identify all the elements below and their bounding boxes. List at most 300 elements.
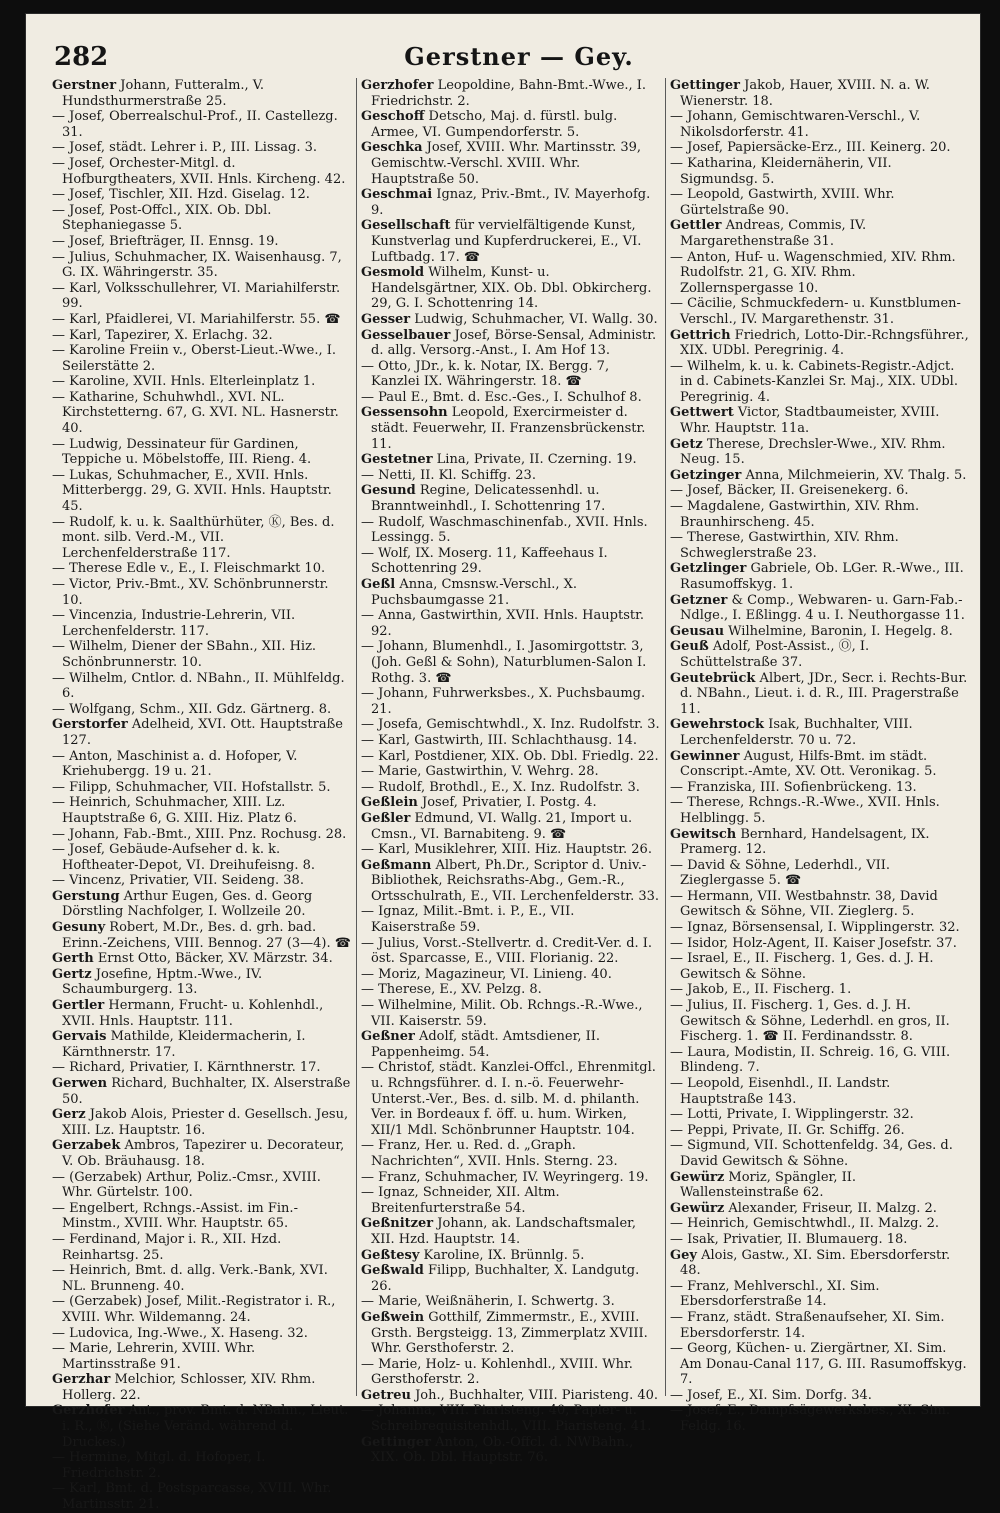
- entry-text: Anna, Milchmeierin, XV. Thalg. 5.: [741, 467, 967, 483]
- entry-text: Ludwig, Schuhmacher, VI. Wallg. 30.: [410, 311, 658, 327]
- directory-entry: [670, 405, 969, 436]
- directory-entry: [52, 1107, 351, 1138]
- entry-text: — Otto, JDr., k. k. Notar, IX. Bergg. 7, Kanzlei IX. Währingerstr. 18. ☎: [361, 358, 610, 390]
- entry-text: — Katharina, Kleidernäherin, VII. Sigmundsg. 5.: [670, 155, 892, 187]
- entry-text: Filipp, Buchhalter, X. Landgutg. 26.: [371, 1263, 640, 1294]
- entry-text: — Josef, Tischler, XII. Hzd. Giselag. 12.: [52, 187, 310, 203]
- entry-surname: Gerstung: [52, 888, 120, 904]
- directory-entry: [361, 795, 660, 811]
- directory-entry: [361, 452, 660, 468]
- directory-entry: [670, 639, 969, 670]
- entry-text: — Therese, Gastwirthin, XIV. Rhm. Schweglerstraße 23.: [670, 530, 899, 561]
- entry-text: — Josef, E., Dampfsägewerksbes., XI. Sim. Feldg. 16.: [670, 1403, 950, 1435]
- entry-text: — Laura, Modistin, II. Schreig. 16, G. VIII. Blindeng. 7.: [670, 1044, 951, 1076]
- directory-entry: [361, 1294, 660, 1310]
- directory-entry: [361, 405, 660, 452]
- directory-entry: [361, 1185, 660, 1216]
- directory-entry: [361, 967, 660, 983]
- entry-surname: Gessensohn: [361, 405, 448, 421]
- entry-text: — Wilhelm, k. u. k. Cabinets-Registr.-Adjct. in d. Cabinets-Kanzlei Sr. Maj., XIX. UDbl. Peregrinig. 4.: [670, 358, 958, 405]
- directory-entry: [361, 140, 660, 187]
- entry-text: — Franziska, III. Sofienbrückeng. 13.: [670, 779, 917, 795]
- directory-entry: [361, 312, 660, 328]
- directory-entry: [361, 1263, 660, 1294]
- directory-entry: [670, 795, 969, 826]
- directory-entry: [52, 1481, 351, 1512]
- entry-surname: Gesellschaft: [361, 218, 451, 234]
- directory-entry: [52, 203, 351, 234]
- entry-surname: Gesmold: [361, 265, 425, 281]
- entry-text: Leopold, Exercirmeister d. städt. Feuerwehr, II. Franzensbrückenstr. 11.: [371, 405, 646, 452]
- entry-text: — Hermann, VII. Westbahnstr. 38, David Gewitsch & Söhne, VII. Zieglerg. 5.: [670, 888, 938, 920]
- entry-text: — Johann, Gemischtwaren-Verschl., V. Nikolsdorferstr. 41.: [670, 109, 921, 140]
- directory-entry: [670, 468, 969, 484]
- directory-entry: [670, 1107, 969, 1123]
- entry-surname: Gerz: [52, 1107, 86, 1123]
- directory-entry: [52, 889, 351, 920]
- entry-text: Josef, Börse-Sensal, Administr. d. allg. Versorg.-Anst., I. Am Hof 13.: [371, 327, 657, 359]
- entry-text: — Josef, E., XI. Sim. Dorfg. 34.: [670, 1387, 872, 1403]
- directory-entry: [670, 717, 969, 748]
- entry-text: Robert, M.Dr., Bes. d. grh. bad. Erinn.-Zeichens, VIII. Bennog. 27 (3—4). ☎: [62, 920, 351, 951]
- entry-text: — Lotti, Private, I. Wipplingerstr. 32.: [670, 1107, 914, 1123]
- entry-surname: Geßlein: [361, 795, 418, 811]
- entry-text: Alois, Gastw., XI. Sim. Ebersdorferstr. 48.: [680, 1247, 951, 1279]
- entry-surname: Gettrich: [670, 327, 731, 343]
- entry-text: Ant., prov. Bmt. d. NBahn., Lieut. i. R., Ⓚ, (Siehe Veränd. während d. Druckes.): [62, 1403, 349, 1450]
- entry-surname: Gewitsch: [670, 826, 737, 842]
- entry-text: Adolf, Post-Assist., Ⓞ, I. Schüttelstraße 37.: [680, 639, 870, 670]
- entry-text: — Sigmund, VII. Schottenfeldg. 34, Ges. d. David Gewitsch & Söhne.: [670, 1138, 953, 1169]
- directory-entry: [52, 468, 351, 515]
- directory-entry: [52, 250, 351, 281]
- directory-entry: [670, 671, 969, 718]
- directory-entry: [361, 998, 660, 1029]
- directory-entry: [670, 156, 969, 187]
- entry-text: — Ignaz, Milit.-Bmt. i. P., E., VII. Kaiserstraße 59.: [361, 904, 575, 936]
- entry-text: — Karl, Bmt. d. Postsparcasse, XVIII. Whr. Martinsstr. 21.: [52, 1481, 332, 1513]
- directory-entry: [670, 499, 969, 530]
- entry-surname: Geßwald: [361, 1263, 424, 1279]
- directory-entry: [52, 1294, 351, 1325]
- entry-surname: Geutebrück: [670, 670, 756, 686]
- entry-text: — Wolf, IX. Moserg. 11, Kaffeehaus I. Schottenring 29.: [361, 545, 608, 577]
- directory-entry: [361, 109, 660, 140]
- directory-entry: [361, 936, 660, 967]
- entry-text: Adolf, städt. Amtsdiener, II. Pappenheimg. 54.: [371, 1029, 601, 1060]
- entry-text: Johann, ak. Landschaftsmaler, XII. Hzd. Hauptstr. 14.: [371, 1216, 637, 1247]
- entry-text: Andreas, Commis, IV. Margarethenstraße 31.: [680, 218, 867, 249]
- directory-entry: [361, 1435, 660, 1466]
- entry-text: — Leopold, Eisenhdl., II. Landstr. Hauptstraße 143.: [670, 1076, 891, 1107]
- directory-entry: [670, 1310, 969, 1341]
- entry-text: — Karoline, XVII. Hnls. Elterleinplatz 1.: [52, 374, 316, 390]
- entry-text: — Josef, städt. Lehrer i. P., III. Lissag. 3.: [52, 140, 318, 156]
- entry-text: — Katharine, Schuhwhdl., XVI. NL. Kirchstetterng. 67, G. XVI. NL. Hasnerstr. 40.: [52, 389, 339, 437]
- entry-text: — Magdalene, Gastwirthin, XIV. Rhm. Braunhirscheng. 45.: [670, 499, 920, 530]
- entry-text: — Heinrich, Schuhmacher, XIII. Lz. Hauptstraße 6, G. XIII. Hiz. Platz 6.: [52, 795, 297, 826]
- entry-text: — Isak, Privatier, II. Blumauerg. 18.: [670, 1231, 908, 1247]
- entry-text: — Karl, Pfaidlerei, VI. Mariahilferstr. 55. ☎: [52, 311, 341, 327]
- directory-entry: [361, 639, 660, 686]
- directory-entry: [361, 1388, 660, 1404]
- directory-entry: [361, 858, 660, 905]
- directory-entry: [361, 904, 660, 935]
- directory-entry: [52, 1060, 351, 1076]
- directory-entry: [670, 780, 969, 796]
- directory-entry: [52, 140, 351, 156]
- entry-text: — Franz, Her. u. Red. d. „Graph. Nachrichten“, XVII. Hnls. Sterng. 23.: [361, 1138, 618, 1169]
- directory-entry: [670, 1216, 969, 1232]
- entry-text: — Wilhelm, Diener der SBahn., XII. Hiz. Schönbrunnerstr. 10.: [52, 639, 317, 670]
- entry-text: — Johanna, VIII. Piaristeng. 40, Papier- u. Schreibrequisitenhdl., VIII. Piaristeng. 41.: [361, 1403, 652, 1435]
- entry-text: Moriz, Spängler, II. Wallensteinstraße 62.: [680, 1169, 856, 1201]
- directory-entry: [52, 967, 351, 998]
- entry-text: Albert, JDr., Secr. i. Rechts-Bur. d. NBahn., Lieut. i. d. R., III. Pragerstraße 11.: [680, 670, 968, 717]
- entry-surname: Gewehrstock: [670, 717, 765, 733]
- entry-text: Detscho, Maj. d. fürstl. bulg. Armee, VI. Gumpendorferstr. 5.: [371, 109, 618, 140]
- entry-text: — Georg, Küchen- u. Ziergärtner, XI. Sim. Am Donau-Canal 117, G. III. Rasumoffskyg. 7.: [670, 1341, 967, 1388]
- entry-text: — Karl, Tapezirer, X. Erlachg. 32.: [52, 327, 273, 343]
- directory-entry: [670, 530, 969, 561]
- entry-surname: Gettwert: [670, 405, 734, 421]
- directory-entry: [670, 624, 969, 640]
- entry-text: — Franz, Mehlverschl., XI. Sim. Ebersdorferstraße 14.: [670, 1278, 880, 1310]
- entry-surname: Gerwen: [52, 1076, 108, 1091]
- entry-surname: Gey: [670, 1247, 697, 1263]
- entry-text: Ignaz, Priv.-Bmt., IV. Mayerhofg. 9.: [371, 187, 651, 218]
- directory-entry: [52, 1326, 351, 1342]
- directory-entry: [52, 1170, 351, 1201]
- entry-text: — Therese, Rchngs.-R.-Wwe., XVII. Hnls. Helblingg. 5.: [670, 795, 940, 826]
- directory-entry: [361, 483, 660, 514]
- directory-entry: [670, 920, 969, 936]
- entry-text: — Anton, Huf- u. Wagenschmied, XIV. Rhm. Rudolfstr. 21, G. XIV. Rhm. Zollernspergasse 10.: [670, 249, 956, 296]
- entry-text: Edmund, VI. Wallg. 21, Import u. Cmsn., VI. Barnabiteng. 9. ☎: [371, 810, 633, 842]
- entry-text: Josef, Privatier, I. Postg. 4.: [417, 795, 597, 811]
- entry-surname: Gervais: [52, 1029, 107, 1045]
- directory-entry: [52, 1372, 351, 1403]
- entry-text: & Comp., Webwaren- u. Garn-Fab.-Ndlge., I. Eßlingg. 4 u. I. Neuthorgasse 11.: [680, 592, 965, 624]
- column-2: [356, 78, 665, 1466]
- directory-entry: [52, 1029, 351, 1060]
- directory-entry: [670, 140, 969, 156]
- entry-surname: Gewürz: [670, 1169, 725, 1185]
- entry-surname: Geßler: [361, 810, 411, 826]
- entry-text: Karoline, IX. Brünnlg. 5.: [419, 1247, 585, 1263]
- entry-text: — Ferdinand, Major i. R., XII. Hzd. Reinhartsg. 25.: [52, 1231, 282, 1263]
- directory-entry: [361, 764, 660, 780]
- column-3: [665, 78, 974, 1435]
- entry-text: — Franz, Schuhmacher, IV. Weyringerg. 19.: [361, 1169, 649, 1185]
- directory-entry: [670, 109, 969, 140]
- directory-entry: [361, 1357, 660, 1388]
- entry-text: Wilhelmine, Baronin, I. Hegelg. 8.: [724, 623, 953, 639]
- entry-text: — (Gerzabek) Arthur, Poliz.-Cmsr., XVIII. Whr. Gürtelstr. 100.: [52, 1169, 321, 1201]
- entry-surname: Gerzhofer: [361, 78, 434, 93]
- directory-entry: [52, 1076, 351, 1107]
- entry-text: — Isidor, Holz-Agent, II. Kaiser Josefstr. 37.: [670, 935, 957, 951]
- entry-text: — Wilhelmine, Milit. Ob. Rchngs.-R.-Wwe., VII. Kaiserstr. 59.: [361, 998, 643, 1029]
- directory-entry: [52, 561, 351, 577]
- directory-entry: [361, 546, 660, 577]
- entry-text: Gotthilf, Zimmermstr., E., XVIII. Grsth. Bergsteigg. 13, Zimmerplatz XVIII. Whr. Gersthoferstr. 2.: [371, 1309, 648, 1357]
- entry-surname: Gerstorfer: [52, 717, 128, 733]
- entry-text: — Josef, Papiersäcke-Erz., III. Keinerg. 20.: [670, 140, 951, 156]
- entry-text: — Marie, Lehrerin, XVIII. Whr. Martinsstraße 91.: [52, 1341, 256, 1372]
- directory-entry: [670, 1123, 969, 1139]
- entry-text: — Rudolf, Waschmaschinenfab., XVII. Hnls. Lessingg. 5.: [361, 514, 648, 546]
- entry-text: Therese, Drechsler-Wwe., XIV. Rhm. Neug. 15.: [680, 436, 946, 468]
- entry-text: — Vincenz, Privatier, VII. Seideng. 38.: [52, 873, 304, 889]
- page-header: [54, 42, 984, 76]
- directory-entry: [670, 749, 969, 780]
- entry-text: — Jakob, E., II. Fischerg. 1.: [670, 982, 852, 998]
- entry-text: — Paul E., Bmt. d. Esc.-Ges., I. Schulhof 8.: [361, 389, 642, 405]
- entry-text: — Rudolf, k. u. k. Saalthürhüter, Ⓚ, Bes. d. mont. silb. Verd.-M., VII. Lerchenfelderstraße 117.: [52, 514, 335, 561]
- directory-entry: [670, 1403, 969, 1434]
- entry-text: — Wolfgang, Schm., XII. Gdz. Gärtnerg. 8.: [52, 701, 332, 717]
- directory-entry: [670, 593, 969, 624]
- directory-entry: [52, 1403, 351, 1450]
- directory-entry: [52, 328, 351, 344]
- entry-text: August, Hilfs-Bmt. im städt. Conscript.-Amte, XV. Ott. Veronikag. 5.: [680, 748, 937, 780]
- directory-entry: [52, 390, 351, 437]
- entry-surname: Geschmai: [361, 187, 433, 203]
- directory-entry: [52, 639, 351, 670]
- entry-surname: Geßner: [361, 1029, 415, 1045]
- entry-text: — Marie, Gastwirthin, V. Wehrg. 28.: [361, 764, 599, 780]
- directory-entry: [361, 468, 660, 484]
- directory-entry: [361, 577, 660, 608]
- directory-entry: [361, 187, 660, 218]
- directory-entry: [52, 187, 351, 203]
- directory-entry: [361, 515, 660, 546]
- entry-text: — Engelbert, Rchngs.-Assist. im Fin.-Minstm., XVIII. Whr. Hauptstr. 65.: [52, 1200, 298, 1232]
- entry-text: Bernhard, Handelsagent, IX. Pramerg. 12.: [680, 826, 930, 858]
- entry-text: — Josefa, Gemischtwhdl., X. Inz. Rudolfstr. 3.: [361, 717, 660, 733]
- entry-surname: Getzinger: [670, 467, 742, 483]
- directory-entry: [52, 608, 351, 639]
- directory-entry: [670, 359, 969, 406]
- directory-entry: [361, 1170, 660, 1186]
- entry-text: — Josef, Gebäude-Aufseher d. k. k. Hoftheater-Depot, VI. Dreihufeisng. 8.: [52, 842, 316, 873]
- directory-entry: [670, 1170, 969, 1201]
- directory-entry: [361, 1138, 660, 1169]
- entry-surname: Gesselbauer: [361, 327, 451, 343]
- entry-surname: Gerzhofer: [52, 1403, 125, 1419]
- entry-text: — David & Söhne, Lederhdl., VII. Zieglergasse 5. ☎: [670, 857, 890, 889]
- directory-entry: [670, 1388, 969, 1404]
- directory-entry: [52, 343, 351, 374]
- page-number: 282: [54, 42, 109, 72]
- directory-entry: [52, 920, 351, 951]
- column-1: [48, 78, 356, 1513]
- directory-entry: [52, 1263, 351, 1294]
- directory-entry: [52, 281, 351, 312]
- directory-entry: [52, 827, 351, 843]
- entry-text: — Anna, Gastwirthin, XVII. Hnls. Hauptstr. 92.: [361, 608, 645, 639]
- entry-text: Ernst Otto, Bäcker, XV. Märzstr. 34.: [93, 951, 333, 967]
- entry-surname: Gewinner: [670, 748, 740, 764]
- entry-text: — Israel, E., II. Fischerg. 1, Ges. d. J. H. Gewitsch & Söhne.: [670, 951, 934, 982]
- entry-text: — Karl, Gastwirth, III. Schlachthausg. 14.: [361, 732, 638, 748]
- entry-text: — Ignaz, Börsensensal, I. Wipplingerstr. 32.: [670, 920, 960, 936]
- entry-text: — Franz, städt. Straßenaufseher, XI. Sim. Ebersdorferstr. 14.: [670, 1309, 945, 1341]
- directory-entry: [361, 749, 660, 765]
- entry-text: — Wilhelm, Cntlor. d. NBahn., II. Mühlfeldg. 6.: [52, 670, 345, 702]
- directory-entry: [670, 1248, 969, 1279]
- directory-entry: [670, 1232, 969, 1248]
- entry-text: — (Gerzabek) Josef, Milit.-Registrator i. R., XVIII. Whr. Wildemanng. 24.: [52, 1294, 336, 1325]
- entry-text: — Anton, Maschinist a. d. Hofoper, V. Kriehubergg. 19 u. 21.: [52, 748, 298, 780]
- entry-text: Isak, Buchhalter, VIII. Lerchenfelderstr. 70 u. 72.: [680, 717, 913, 748]
- directory-entry: [670, 998, 969, 1045]
- entry-text: — Leopold, Gastwirth, XVIII. Whr. Gürtelstraße 90.: [670, 187, 895, 218]
- entry-surname: Gesund: [361, 483, 416, 499]
- directory-entry: [52, 109, 351, 140]
- entry-text: Wilhelm, Kunst- u. Handelsgärtner, XIX. Ob. Dbl. Obkircherg. 29, G. I. Schottenring 14.: [371, 265, 652, 312]
- entry-text: — Vincenzia, Industrie-Lehrerin, VII. Lerchenfelderstr. 117.: [52, 608, 296, 639]
- entry-text: — Ludovica, Ing.-Wwe., X. Haseng. 32.: [52, 1325, 308, 1341]
- directory-entry: [52, 374, 351, 390]
- directory-entry: [670, 1341, 969, 1388]
- entry-text: — Karl, Postdiener, XIX. Ob. Dbl. Friedlg. 22.: [361, 748, 659, 764]
- directory-entry: [52, 702, 351, 718]
- directory-entry: [670, 982, 969, 998]
- directory-entry: [52, 1341, 351, 1372]
- directory-entry: [52, 437, 351, 468]
- directory-entry: [361, 608, 660, 639]
- entry-surname: Geßmann: [361, 857, 432, 873]
- entry-text: — Richard, Privatier, I. Kärnthnerstr. 17.: [52, 1060, 321, 1076]
- directory-entry: [670, 296, 969, 327]
- entry-text: Arthur Eugen, Ges. d. Georg Dörstling Nachfolger, I. Wollzeile 20.: [62, 888, 313, 920]
- directory-entry: [52, 234, 351, 250]
- entry-text: — Johann, Blumenhdl., I. Jasomirgottstr. 3, (Joh. Geßl & Sohn), Naturblumen-Salon I. Rothg. 3. ☎: [361, 639, 647, 686]
- entry-text: — Moriz, Magazineur, VI. Linieng. 40.: [361, 966, 612, 982]
- entry-surname: Gesuny: [52, 920, 106, 936]
- directory-entry: [670, 889, 969, 920]
- entry-text: — Josef, Oberrealschul-Prof., II. Castellezg. 31.: [52, 109, 338, 140]
- directory-entry: [52, 873, 351, 889]
- entry-surname: Geschka: [361, 140, 423, 156]
- entry-surname: Getzlinger: [670, 561, 747, 577]
- directory-entry: [52, 577, 351, 608]
- entry-text: — Johann, Fuhrwerksbes., X. Puchsbaumg. 21.: [361, 686, 646, 717]
- directory-entry: [52, 1201, 351, 1232]
- entry-surname: Gertz: [52, 966, 92, 982]
- directory-entry: [361, 390, 660, 406]
- entry-text: Lina, Private, II. Czerning. 19.: [432, 452, 637, 468]
- entry-surname: Getzner: [670, 592, 728, 608]
- entry-surname: Gertler: [52, 998, 105, 1014]
- directory-entry: [52, 795, 351, 826]
- entry-text: — Josef, Briefträger, II. Ennsg. 19.: [52, 233, 279, 249]
- directory-entry: [670, 1138, 969, 1169]
- entry-surname: Geßl: [361, 577, 396, 592]
- entry-text: Albert, Ph.Dr., Scriptor d. Univ.-Bibliothek, Reichsraths-Abg., Gem.-R., Ortsschulrath, E., VII. Lerchenfelderstr. 33.: [371, 857, 660, 904]
- entry-text: Alexander, Friseur, II. Malzg. 2.: [724, 1200, 937, 1216]
- directory-entry: [670, 1076, 969, 1107]
- directory-entry: [361, 733, 660, 749]
- directory-entry: [52, 156, 351, 187]
- entry-text: Josefine, Hptm.-Wwe., IV. Schaumburgerg. 13.: [62, 966, 263, 998]
- entry-surname: Geßnitzer: [361, 1216, 434, 1232]
- directory-entry: [52, 780, 351, 796]
- directory-entry: [52, 1138, 351, 1169]
- directory-page: [26, 14, 980, 1513]
- directory-entry: [670, 437, 969, 468]
- directory-entry: [361, 265, 660, 312]
- directory-entry: [361, 1248, 660, 1264]
- directory-entry: [361, 982, 660, 998]
- directory-entry: [361, 328, 660, 359]
- entry-text: — Heinrich, Gemischtwhdl., II. Malzg. 2.: [670, 1216, 940, 1232]
- entry-text: — Cäcilie, Schmuckfedern- u. Kunstblumen-Verschl., IV. Margarethenstr. 31.: [670, 296, 961, 327]
- page-title: Gerstner — Gey.: [404, 42, 634, 71]
- entry-text: Friedrich, Lotto-Dir.-Rchngsführer., XIX. UDbl. Peregrinig. 4.: [680, 327, 969, 359]
- directory-entry: [361, 1060, 660, 1138]
- entry-text: — Josef, Orchester-Mitgl. d. Hofburgtheaters, XVII. Hnls. Kircheng. 42.: [52, 155, 346, 187]
- entry-text: — Josef, Bäcker, II. Greisenekerg. 6.: [670, 483, 909, 499]
- directory-entry: [670, 78, 969, 109]
- entry-surname: Geßtesy: [361, 1247, 420, 1263]
- directory-entry: [52, 1232, 351, 1263]
- directory-entry: [670, 218, 969, 249]
- entry-text: — Heinrich, Bmt. d. allg. Verk.-Bank, XVI. NL. Brunneng. 40.: [52, 1263, 328, 1294]
- entry-text: — Hermine, Mitgl. d. Hofoper, I. Friedrichstr. 2.: [52, 1450, 266, 1481]
- directory-entry: [670, 483, 969, 499]
- entry-surname: Getreu: [361, 1387, 411, 1403]
- entry-text: — Josef, Post-Offcl., XIX. Ob. Dbl. Stephaniegasse 5.: [52, 202, 272, 234]
- directory-entry: [361, 218, 660, 265]
- entry-surname: Gerth: [52, 951, 94, 967]
- entry-text: Josef, XVIII. Whr. Martinsstr. 39, Gemischtw.-Verschl. XVIII. Whr. Hauptstraße 50.: [371, 140, 642, 187]
- directory-entry: [361, 686, 660, 717]
- directory-entry: [670, 1279, 969, 1310]
- directory-entry: [52, 842, 351, 873]
- entry-text: Richard, Buchhalter, IX. Alserstraße 50.: [62, 1076, 351, 1107]
- directory-entry: [670, 858, 969, 889]
- directory-entry: [361, 359, 660, 390]
- entry-surname: Gewürz: [670, 1200, 725, 1216]
- entry-text: Adelheid, XVI. Ott. Hauptstraße 127.: [62, 717, 343, 748]
- directory-entry: [52, 312, 351, 328]
- entry-text: Regine, Delicatessenhdl. u. Branntweinhdl., I. Schottenring 17.: [371, 483, 606, 515]
- directory-entry: [670, 328, 969, 359]
- entry-text: — Karl, Volksschullehrer, VI. Mariahilferstr. 99.: [52, 280, 341, 312]
- entry-surname: Gesser: [361, 311, 411, 327]
- entry-text: Anna, Cmsnsw.-Verschl., X. Puchsbaumgasse 21.: [371, 577, 578, 608]
- entry-text: Johann, Futteralm., V. Hundsthurmerstraße 25.: [62, 78, 265, 109]
- entry-text: für vervielfältigende Kunst, Kunstverlag und Kupferdruckerei, E., VI. Luftbadg. 17. ☎: [371, 218, 642, 265]
- entry-text: — Marie, Holz- u. Kohlenhdl., XVIII. Whr. Gersthoferstr. 2.: [361, 1356, 633, 1388]
- entry-surname: Gerzhar: [52, 1372, 111, 1388]
- directory-entry: [361, 1403, 660, 1434]
- directory-entry: [52, 717, 351, 748]
- entry-text: — Lukas, Schuhmacher, E., XVII. Hnls. Mitterbergg. 29, G. XVII. Hnls. Hauptstr. 45.: [52, 467, 332, 515]
- directory-entry: [670, 936, 969, 952]
- entry-surname: Geuß: [670, 639, 709, 655]
- directory-entry: [361, 78, 660, 109]
- directory-entry: [52, 951, 351, 967]
- entry-text: — Julius, II. Fischerg. 1, Ges. d. J. H. Gewitsch & Söhne, Lederhdl. en gros, II. Fischerg. 1. ☎ II. Ferdinandsstr. 8.: [670, 998, 950, 1045]
- entry-text: Victor, Stadtbaumeister, XVIII. Whr. Hauptstr. 11a.: [680, 405, 940, 437]
- entry-text: — Filipp, Schuhmacher, VII. Hofstallstr. 5.: [52, 779, 331, 795]
- entry-text: Jakob, Hauer, XVIII. N. a. W. Wienerstr. 18.: [680, 78, 930, 109]
- entry-text: — Ignaz, Schneider, XII. Altm. Breitenfurterstraße 54.: [361, 1185, 560, 1216]
